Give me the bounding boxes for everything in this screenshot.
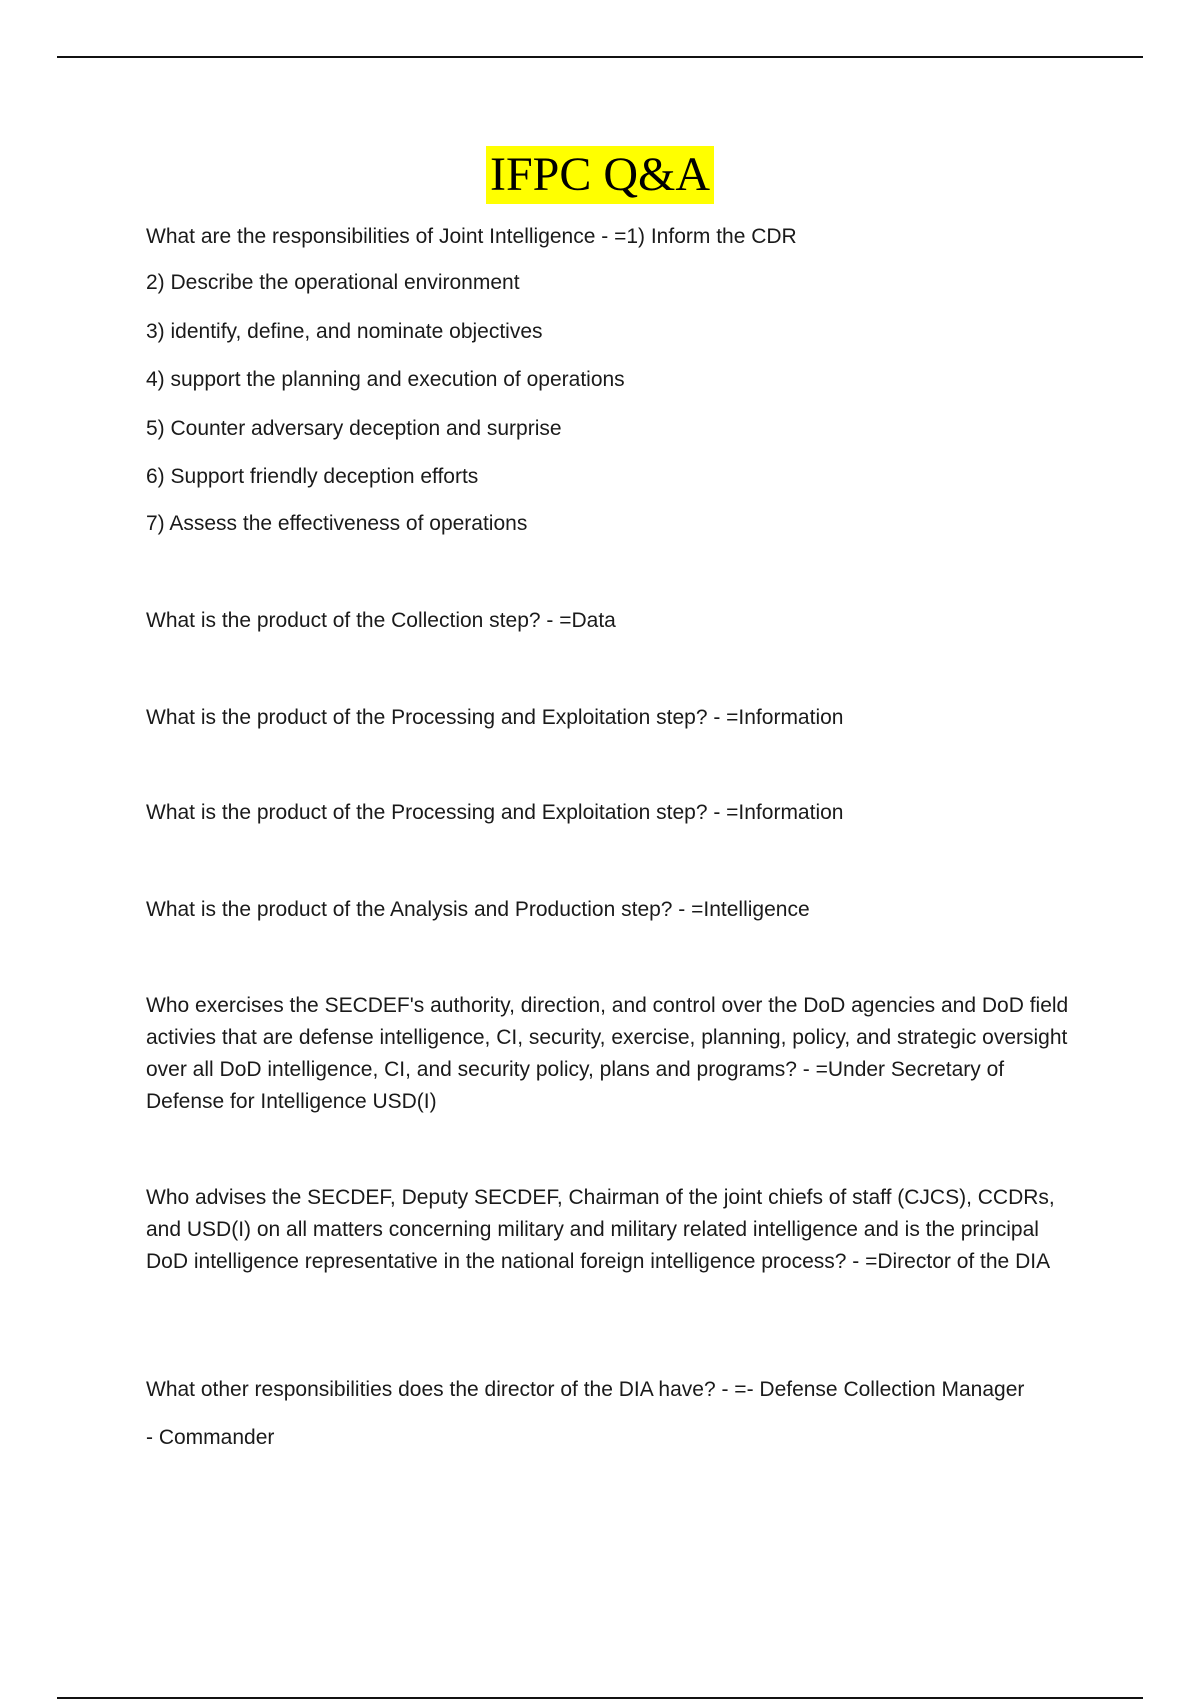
top-rule (57, 56, 1143, 58)
q1-line-3: 3) identify, define, and nominate objectives (146, 320, 543, 343)
q1-line-6: 6) Support friendly deception efforts (146, 465, 479, 488)
q4-paragraph: What is the product of the Processing and Exploitation step? - =Information (146, 801, 844, 824)
q1-line-2: 2) Describe the operational environment (146, 271, 520, 294)
bottom-rule (57, 1697, 1143, 1699)
q1-line-5: 5) Counter adversary deception and surprise (146, 417, 562, 440)
q1-line-7: 7) Assess the effectiveness of operations (146, 512, 528, 535)
q8-line-2: - Commander (146, 1426, 275, 1449)
q3-paragraph: What is the product of the Processing and Exploitation step? - =Information (146, 706, 844, 729)
q6-paragraph: Who exercises the SECDEF's authority, direction, and control over the DoD agencies and DoD field activies that are defense intelligence, CI, security, exercise, planning, policy, and strategic oversight over all DoD intelligence, CI, and security policy, plans and programs? - =Under Secretary of Defense for Intelligence USD(I) (146, 994, 1069, 1113)
q1-line-4: 4) support the planning and execution of operations (146, 368, 625, 391)
title-container (0, 146, 1200, 204)
q1-line-1: What are the responsibilities of Joint Intelligence - =1) Inform the CDR (146, 225, 797, 248)
q2-paragraph: What is the product of the Collection step? - =Data (146, 609, 616, 632)
document-title: IFPC Q&A (486, 146, 714, 204)
q7-paragraph: Who advises the SECDEF, Deputy SECDEF, Chairman of the joint chiefs of staff (CJCS), CCDRs, and USD(I) on all matters concerning military and military related intelligence and is the principal DoD intelligence representative in the national foreign intelligence process? - =Director of the DIA (146, 1186, 1055, 1273)
q8-line-1: What other responsibilities does the director of the DIA have? - =- Defense Collection Manager (146, 1378, 1025, 1401)
q5-paragraph: What is the product of the Analysis and Production step? - =Intelligence (146, 898, 810, 921)
